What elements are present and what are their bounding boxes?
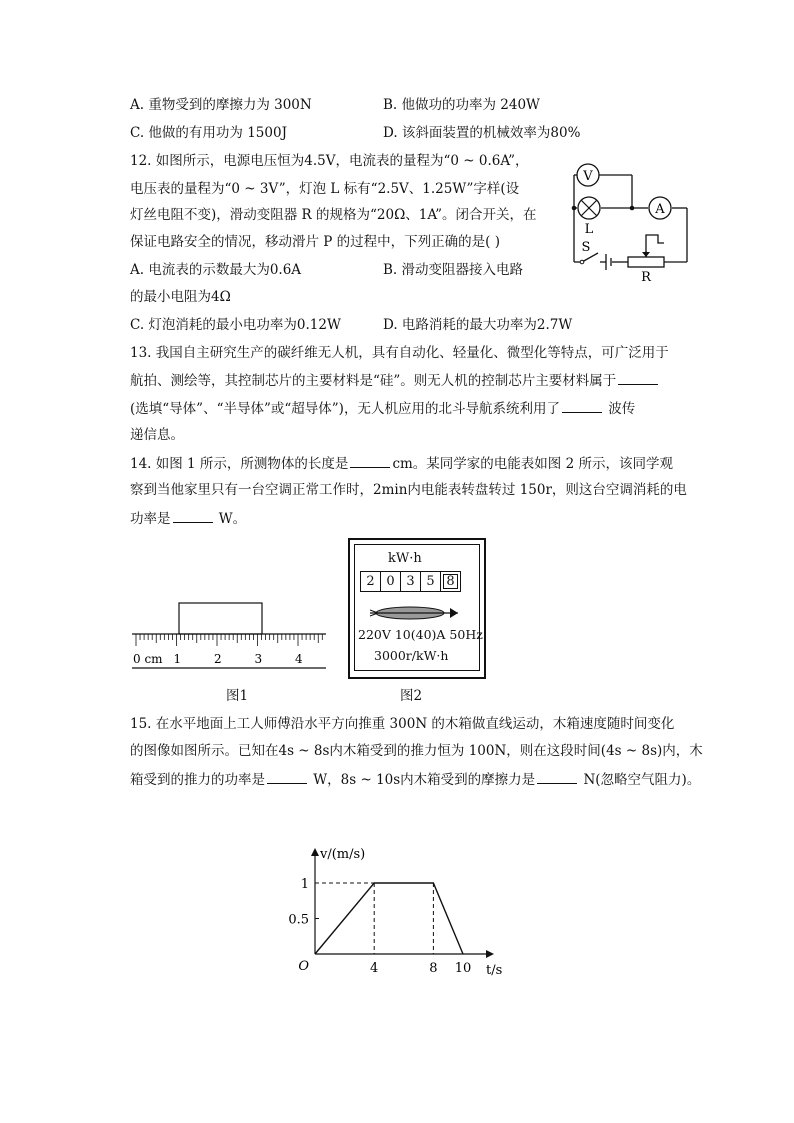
origin-label: O: [298, 959, 309, 974]
ruler-figure: [128, 600, 328, 672]
q12-option-a: A. 电流表的示数最大为0.6A: [130, 262, 302, 278]
q12-line4: 保证电路安全的情况，移动滑片 P 的过程中，下列正确的是( ): [130, 234, 500, 250]
q14-line2: 察到当他家里只有一台空调正常工作时，2min内电能表转盘转过 150r，则这台空调消耗的电: [130, 482, 687, 498]
x-tick-label: 8: [429, 961, 438, 976]
q11-option-d: D. 该斜面装置的机械效率为80%: [383, 125, 581, 141]
meter-digit: 0: [380, 571, 401, 592]
y-tick-label: 1: [300, 877, 309, 892]
q14-line3-text: 功率是: [130, 511, 171, 527]
q15-line3-text: 箱受到的推力的功率是: [130, 772, 265, 788]
y-axis-label: v/(m/s): [320, 847, 366, 862]
ruler-label: 0 cm: [133, 652, 163, 666]
meter-digits: [361, 571, 461, 592]
q14-line1-tail: cm。某同学家的电能表如图 2 所示，该同学观: [392, 456, 673, 472]
q12-option-c: C. 灯泡消耗的最小电功率为0.12W: [130, 317, 341, 333]
q15-line3-mid: W，8s ~ 10s内木箱受到的摩擦力是: [309, 772, 536, 788]
q14-line1-text: 14. 如图 1 所示，所测物体的长度是: [130, 456, 349, 472]
x-tick-label: 4: [370, 961, 379, 976]
q15-line2: 的图像如图所示。已知在4s ~ 8s内木箱受到的推力恒为 100N，则在这段时间(4s ~ 8s)内，木: [130, 743, 703, 759]
bulb-label: L: [584, 222, 594, 237]
ammeter-label: A: [655, 202, 665, 217]
bulb-icon: [578, 197, 600, 219]
meter-digit: 3: [400, 571, 421, 592]
meter-spec-2: 3000r/kW·h: [374, 648, 449, 663]
meter-digit: 2: [360, 571, 381, 592]
q12-option-d: D. 电路消耗的最大功率为2.7W: [383, 317, 573, 333]
answer-blank[interactable]: [562, 398, 602, 413]
q13-line4: 递信息。: [130, 427, 184, 443]
answer-blank[interactable]: [537, 769, 577, 784]
q13-line2-text: 航拍、测绘等，其控制芯片的主要材料是“硅”。则无人机的控制芯片主要材料属于: [130, 373, 617, 389]
q11-option-c: C. 他做的有用功为 1500J: [130, 125, 287, 141]
y-axis-arrow-icon: [311, 848, 319, 856]
q13-line1: 13. 我国自主研究生产的碳纤维无人机，具有自动化、轻量化、微型化等特点，可广泛用于: [130, 345, 669, 361]
answer-blank[interactable]: [267, 769, 307, 784]
fig2-caption: 图2: [400, 688, 423, 704]
meter-unit: kW·h: [388, 551, 422, 566]
velocity-series-line: [315, 883, 463, 954]
q13-line2: [130, 370, 660, 391]
q13-line3-tail: 波传: [603, 401, 636, 417]
rheostat-label: R: [641, 270, 651, 285]
x-tick-label: 10: [454, 961, 472, 976]
x-axis-label: t/s: [486, 963, 503, 978]
q15-line3-tail: N(忽略空气阻力)。: [579, 772, 701, 788]
q11-option-b: B. 他做功的功率为 240W: [383, 97, 540, 113]
q12-line1: 12. 如图所示，电源电压恒为4.5V，电流表的量程为“0 ~ 0.6A”，: [130, 153, 529, 169]
q15-line3: [130, 769, 700, 790]
q11-option-a: A. 重物受到的摩擦力为 300N: [130, 97, 312, 113]
velocity-time-chart: [280, 840, 520, 980]
answer-blank[interactable]: [350, 453, 390, 468]
q14-line1: [130, 453, 673, 474]
measured-block: [179, 603, 262, 634]
switch-label: S: [581, 240, 591, 255]
q14-line3: [130, 508, 246, 529]
q12-line2: 电压表的量程为“0 ~ 3V”，灯泡 L 标有“2.5V、1.25W”字样(设: [130, 181, 520, 197]
ruler-label: 3: [254, 652, 263, 666]
meter-disc-icon: [366, 602, 466, 624]
meter-spec-1: 220V 10(40)A 50Hz: [358, 627, 483, 642]
q13-line3-text: (选填“导体”、“半导体”或“超导体”)，无人机应用的北斗导航系统利用了: [130, 401, 560, 417]
q14-line3-tail: W。: [214, 511, 247, 527]
answer-blank[interactable]: [618, 370, 658, 385]
ruler-label: 4: [295, 652, 303, 666]
meter-digit: 8: [440, 571, 461, 592]
answer-blank[interactable]: [173, 508, 213, 523]
meter-digit: 5: [420, 571, 441, 592]
x-axis-arrow-icon: [486, 950, 494, 958]
ruler-label: 1: [173, 652, 182, 666]
fig1-caption: 图1: [226, 688, 249, 704]
q15-line1: 15. 在水平地面上工人师傅沿水平方向推重 300N 的木箱做直线运动，木箱速度随时间变化: [130, 716, 675, 732]
q12-option-b-cont: 的最小电阻为4Ω: [130, 289, 231, 305]
ruler-label: 2: [214, 652, 222, 666]
circuit-diagram: [560, 155, 700, 285]
voltmeter-label: V: [583, 169, 593, 184]
q12-line3: 灯丝电阻不变)，滑动变阻器 R 的规格为“20Ω、1A”。闭合开关，在: [130, 207, 537, 223]
y-tick-label: 0.5: [288, 912, 309, 928]
q12-option-b: B. 滑动变阻器接入电路: [383, 262, 524, 278]
q13-line3: [130, 398, 635, 419]
